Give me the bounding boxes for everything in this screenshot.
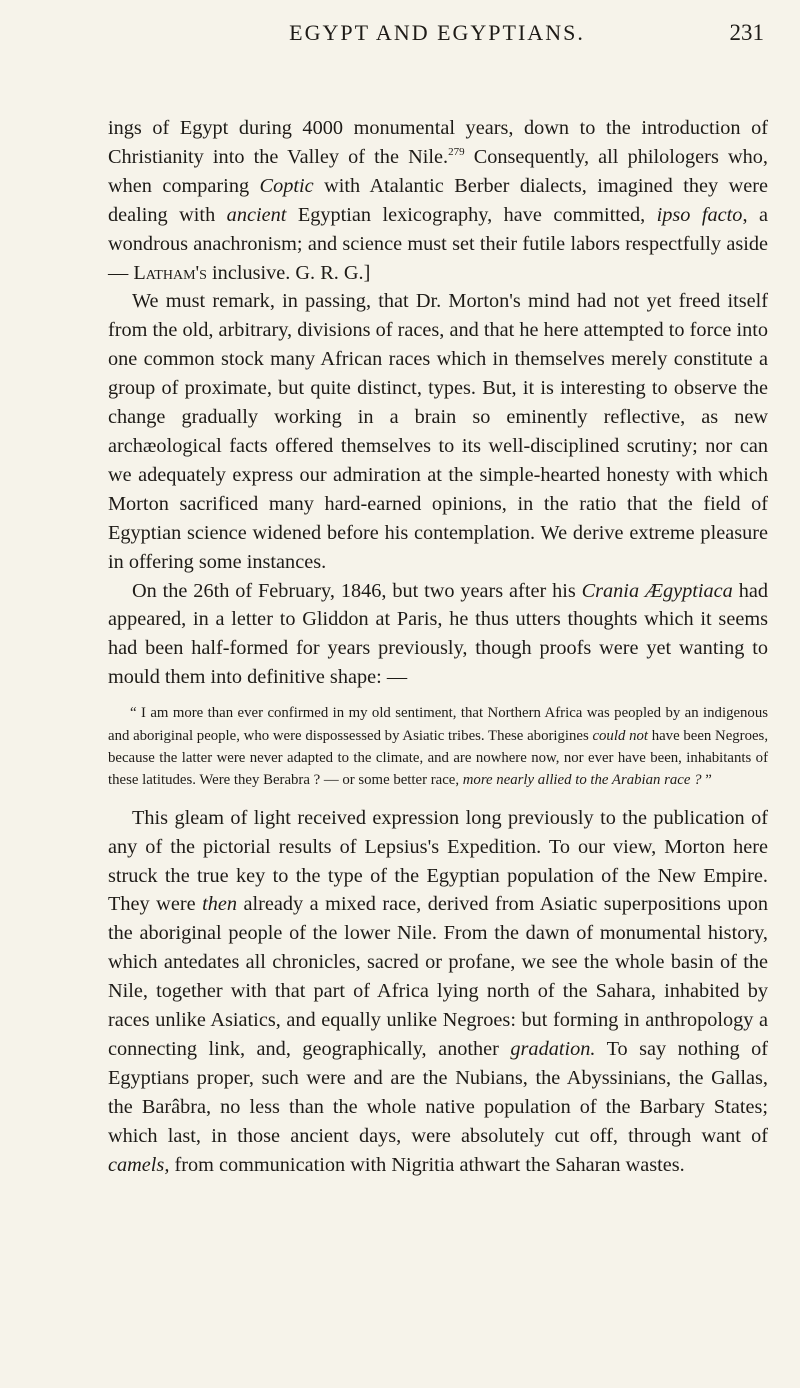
italic-text: gradation. [510,1038,596,1060]
page-body [108,114,768,1180]
text-run: Consequently, all philologers who, when comparing [108,145,768,197]
small-caps-text: Latham's [133,261,207,284]
italic-text: then [202,893,237,916]
text-run: have been Negroes, because the latter were never adapted to the climate, and are nowhere now, nor ever have been, inhabitants of these latitudes. Were they Berabra ? — or some better race, [108,727,769,789]
text-run: This gleam of light received expression long previously to the publication of any of the pictorial results of Lepsius's Expedition. To our view, Morton here struck the true key to the type of the Egyptian population of the New Empire. They were [108,806,768,916]
italic-text: more nearly allied to the Arabian race ? [462,772,702,789]
paragraph-letter-intro [108,577,768,693]
italic-text: ipso facto [656,203,743,226]
text-run: “ I am more than ever confirmed in my old sentiment, that Northern Africa was peopled by an indigenous and aboriginal people, who were dispossessed by Asiatic tribes. These aborigines [108,705,768,744]
footnote-reference: 279 [448,146,465,159]
running-head [110,20,764,56]
text-run: ings of Egypt during 4000 monumental years, down to the introduction of Christianity into the Valley of the Nile. [108,117,768,168]
italic-text: ancient [226,203,287,226]
text-run: already a mixed race, derived from Asiatic superpositions upon the aboriginal people of the lower Nile. From the dawn of monumental history, which antedates all chronicles, sacred or profane, we see the whole basin of the Nile, together with that part of Africa lying north of the Sahara, inhabited by races unlike Asiatics, and equally unlike Negroes: but forming in anthropology a connecting link, and, geographically, another [108,893,768,1060]
page-number: 231 [729,20,764,45]
running-title: EGYPT AND EGYPTIANS. [289,20,585,45]
text-run: inclusive. G. R. G.] [206,261,371,284]
text-run: On the 26th of February, 1846, but two years after his [132,579,582,602]
text-run: ” [701,772,712,789]
text-run: from communication with Nigritia athwart the Saharan wastes. [169,1153,685,1176]
italic-text: Coptic [259,174,314,197]
block-quote [108,702,768,792]
text-run: had appeared, in a letter to Gliddon at Paris, he thus utters thoughts which it seems had been half-formed for years previously, though proofs were yet wanting to mould them into definitive shape: — [108,579,768,689]
italic-text: could not [592,727,648,744]
text-run: Egyptian lexicography, have committed, [286,203,657,226]
paragraph-morton-remark: We must remark, in passing, that Dr. Morton's mind had not yet freed itself from the old, arbitrary, divisions of races, and that he here attempted to force into one common stock many African races which in themselves merely constitute a group of proximate, but quite distinct, types. But, it is interesting to observe the change gradually working in a brain so eminently reflective, as new archæological facts offered themselves to its well-disciplined scrutiny; nor can we adequately express our admiration at the simple-hearted honesty with which Morton sacrificed many hard-earned opinions, in the ratio that the field of Egyptian science widened before his contemplation. We derive extreme pleasure in offering some instances. [108,290,768,573]
paragraph-gleam-of-light [108,804,768,1180]
paragraph-continued [108,114,768,287]
text-run: , a wondrous anachronism; and science must set their futile labors respectfully aside — [108,203,768,284]
text-run: with Atalantic Berber dialects, imagined they were dealing with [108,174,768,226]
text-run: To say nothing of Egyptians proper, such were and are the Nubians, the Abyssinians, the Gallas, the Barâbra, no less than the whole native population of the Barbary States; which last, in those ancient days, were absolutely cut off, through want of [108,1038,768,1147]
italic-text: camels, [108,1153,170,1176]
italic-text: Crania Ægyptiaca [581,579,733,602]
